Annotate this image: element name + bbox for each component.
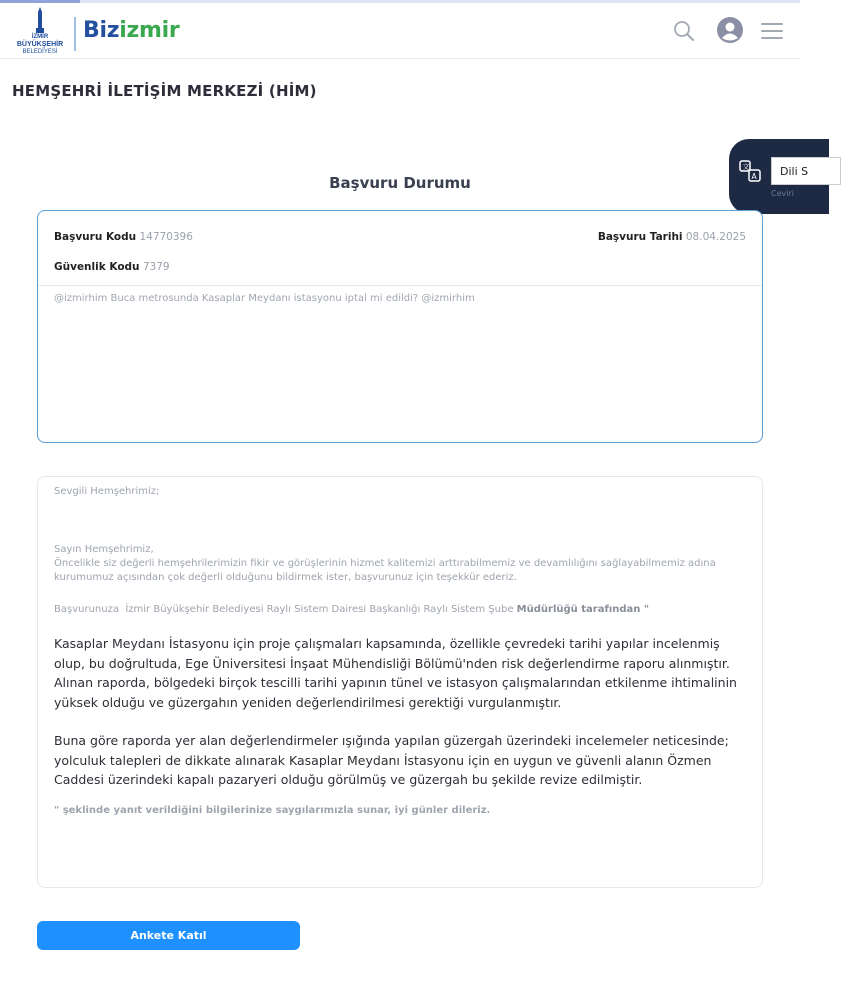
- security-code: [54, 261, 170, 273]
- application-date: [598, 231, 746, 243]
- card-divider: [38, 285, 762, 286]
- application-code-label: Başvuru Kodu: [54, 231, 137, 243]
- brand-part-1: Biz: [83, 18, 120, 43]
- join-survey-button[interactable]: Ankete Katıl: [37, 921, 300, 950]
- reply-intro: Sayın Hemşehrimiz, Öncelikle siz değerli hemşehrilerimizin fikir ve görüşlerinin hizmet kalitemizi arttırabilmemiz ve devamlılığını sağlayabilmemiz adına kurumumuz açısından çok değerli olduğunu bildirmek ister, başvurunuz için teşekkür ederiz.: [54, 544, 716, 583]
- security-code-value: 7379: [142, 261, 170, 273]
- reply-body-paragraph-1: Kasaplar Meydanı İstasyonu için proje çalışmaları kapsamında, özellikle çevredeki tarihi yapılar incelenmiş olup, bu doğrultuda, Ege Üniversitesi İnşaat Mühendisliği Bölümü'nden risk değerlendirme raporu alınmıştır. Alınan raporda, bölgedeki birçok tescilli tarihi yapının tünel ve istasyon çalışmalarından etkilenme ihtimalinin yüksek olduğu ve güzergahın yeniden değerlendirilmesi gerektiği vurgulanmıştır.: [54, 636, 737, 710]
- application-date-value: 08.04.2025: [685, 231, 746, 243]
- section-title: Başvuru Durumu: [329, 174, 471, 192]
- reply-closing: " şeklinde yanıt verildiğini bilgilerinize saygılarımızla sunar, iyi günler dileriz.: [54, 805, 491, 816]
- menu-icon[interactable]: [761, 22, 783, 40]
- application-message: @izmirhim Buca metrosunda Kasaplar Meydanı istasyonu iptal mi edildi? @izmirhim: [54, 293, 475, 304]
- language-widget-caption: Ceviri: [771, 189, 794, 198]
- svg-text:A: A: [751, 172, 757, 181]
- brand-part-2: izmir: [119, 18, 180, 43]
- application-card: [37, 210, 763, 443]
- reply-department-unit: İzmir Büyükşehir Belediyesi Raylı Sistem Dairesi Başkanlığı Raylı Sistem Şube: [125, 604, 514, 615]
- clock-tower-icon: [35, 7, 45, 33]
- language-select[interactable]: Dili S: [771, 157, 841, 185]
- logo-line-2: BÜYÜKŞEHİR: [16, 41, 64, 48]
- reply-greeting: Sevgili Hemşehrimiz;: [54, 486, 160, 497]
- search-icon[interactable]: [673, 20, 695, 42]
- izmir-municipality-logo[interactable]: [12, 5, 68, 57]
- reply-card: [37, 476, 763, 888]
- bizizmir-brand[interactable]: [83, 20, 179, 42]
- application-date-label: Başvuru Tarihi: [597, 231, 683, 243]
- security-code-label: Güvenlik Kodu: [54, 261, 140, 273]
- logo-line-1: İZMİR: [31, 34, 49, 40]
- page-title: HEMŞEHRİ İLETİŞİM MERKEZİ (HİM): [12, 82, 317, 100]
- user-icon[interactable]: [716, 16, 744, 44]
- logo-line-3: BELEDİYESİ: [22, 49, 58, 55]
- reply-body-paragraph-2: Buna göre raporda yer alan değerlendirmeler ışığında yapılan güzergah üzerindeki incelemeler neticesinde; yolculuk talepleri de dikkate alınarak Kasaplar Meydanı İstasyonu için en uygun ve güvenli alanın Özmen Caddesi üzerindeki kapalı pazaryeri olduğu görülmüş ve güzergah bu şekilde revize edilmiştir.: [54, 733, 729, 787]
- logo-divider: [74, 17, 76, 51]
- reply-department-prefix: Başvurunuza: [54, 604, 119, 615]
- site-header: [0, 3, 800, 59]
- reply-department: [54, 603, 649, 617]
- application-code-value: 14770396: [139, 231, 193, 243]
- reply-department-suffix: Müdürlüğü tarafından ": [516, 604, 650, 615]
- application-code: [54, 231, 193, 243]
- svg-text:文: 文: [742, 163, 750, 171]
